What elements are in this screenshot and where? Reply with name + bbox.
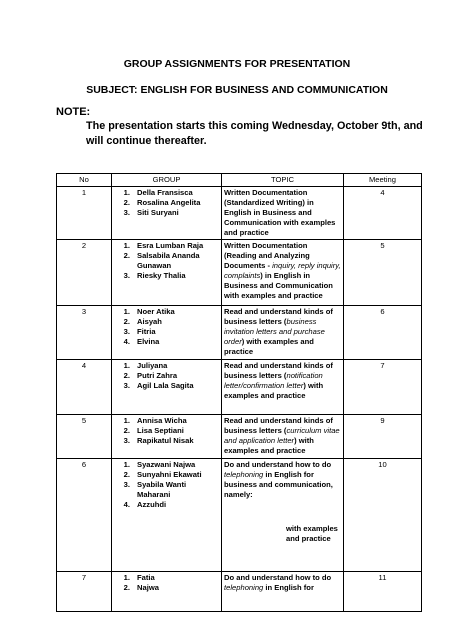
topic-segment: Do and understand how to do (224, 573, 332, 582)
topic-text (224, 241, 341, 301)
member-item (114, 416, 219, 426)
topic-cell (222, 572, 344, 612)
column-header-group: GROUP (112, 174, 222, 187)
member-number: 2. (123, 371, 130, 380)
group-members-cell (112, 240, 222, 306)
column-header-topic: TOPIC (222, 174, 344, 187)
table-row (57, 459, 422, 572)
member-item (114, 470, 219, 480)
table-row (57, 360, 422, 415)
meeting-cell: 5 (344, 240, 422, 306)
member-name: Rosalina Angelita (137, 198, 201, 207)
table-row (57, 187, 422, 240)
member-item (114, 241, 219, 251)
member-list (114, 307, 219, 347)
member-number: 2. (123, 470, 130, 479)
topic-cell (222, 187, 344, 240)
member-number: 3. (123, 381, 130, 390)
meeting-cell: 10 (344, 459, 422, 572)
topic-text (224, 307, 341, 357)
member-name: Aisyah (137, 317, 162, 326)
member-name: Noer Atika (137, 307, 175, 316)
topic-italic-text: business invitation letters and purchase order (224, 317, 325, 346)
member-name: Najwa (137, 583, 159, 592)
member-item (114, 198, 219, 208)
document-heading: GROUP ASSIGNMENTS FOR PRESENTATION (123, 58, 351, 70)
topic-text (224, 361, 341, 401)
topic-cell (222, 415, 344, 459)
topic-italic-text: telephoning (224, 470, 264, 479)
member-number: 1. (123, 307, 130, 316)
topic-cell (222, 306, 344, 360)
topic-text (224, 460, 341, 500)
member-item (114, 381, 219, 391)
note-text: The presentation starts this coming Wednesday, October 9th, and will continue thereafter. (86, 120, 423, 147)
topic-segment: Read and understand kinds of business letters ( (224, 307, 333, 326)
meeting-cell: 9 (344, 415, 422, 459)
member-number: 2. (123, 198, 130, 207)
meeting-cell: 6 (344, 306, 422, 360)
topic-segment: Written Documentation (Standardized Writing) in English in Business and Communication with examples and practice (224, 188, 336, 237)
member-item (114, 426, 219, 436)
member-number: 3. (123, 480, 130, 489)
table-row (57, 572, 422, 612)
member-name: Annisa Wicha (137, 416, 187, 425)
row-number-cell: 2 (57, 240, 112, 306)
member-item (114, 317, 219, 327)
topic-tail-text: with examples and practice (286, 524, 338, 543)
member-number: 1. (123, 361, 130, 370)
topic-text (224, 188, 341, 238)
member-number: 2. (123, 317, 130, 326)
member-number: 4. (123, 337, 130, 346)
member-item (114, 500, 219, 510)
meeting-cell: 11 (344, 572, 422, 612)
member-number: 2. (123, 426, 130, 435)
group-members-cell (112, 415, 222, 459)
member-item (114, 361, 219, 371)
member-list (114, 188, 219, 218)
member-name: Syazwani Najwa (137, 460, 196, 469)
member-item (114, 208, 219, 218)
member-item (114, 188, 219, 198)
row-number-cell: 6 (57, 459, 112, 572)
meeting-cell: 7 (344, 360, 422, 415)
member-name: Elvina (137, 337, 160, 346)
group-members-cell (112, 306, 222, 360)
topic-italic-text: curriculum vitae and application letter (224, 426, 340, 445)
topic-italic-text: inquiry, reply inquiry, complaints (224, 261, 341, 280)
group-members-cell (112, 187, 222, 240)
member-name: Della Fransisca (137, 188, 193, 197)
member-name: Sunyahni Ekawati (137, 470, 202, 479)
member-item (114, 371, 219, 381)
assignment-table (56, 173, 422, 612)
member-item (114, 480, 219, 500)
member-number: 3. (123, 271, 130, 280)
member-list (114, 416, 219, 446)
member-name: Rapikatul Nisak (137, 436, 194, 445)
member-number: 3. (123, 208, 130, 217)
member-item (114, 307, 219, 317)
row-number-cell: 4 (57, 360, 112, 415)
member-number: 4. (123, 500, 130, 509)
member-item (114, 337, 219, 347)
member-number: 2. (123, 583, 130, 592)
topic-text (224, 416, 341, 456)
member-number: 1. (123, 241, 130, 250)
table-row (57, 306, 422, 360)
member-item (114, 271, 219, 281)
member-name: Syabila Wanti Maharani (137, 480, 187, 499)
topic-text (224, 573, 341, 593)
member-number: 1. (123, 460, 130, 469)
member-item (114, 583, 219, 593)
member-list (114, 361, 219, 391)
table-row (57, 240, 422, 306)
row-number-cell: 5 (57, 415, 112, 459)
row-number-cell: 1 (57, 187, 112, 240)
member-name: Juliyana (137, 361, 168, 370)
topic-segment: ) with examples and practice (224, 381, 324, 400)
topic-cell (222, 240, 344, 306)
member-number: 1. (123, 416, 130, 425)
group-members-cell (112, 360, 222, 415)
table-row (57, 415, 422, 459)
member-number: 2. (123, 251, 130, 260)
topic-cell (222, 459, 344, 572)
table-header-row (57, 174, 422, 187)
column-header-no: No (57, 174, 112, 187)
meeting-cell: 4 (344, 187, 422, 240)
group-members-cell (112, 572, 222, 612)
topic-segment: Do and understand how to do (224, 460, 332, 469)
topic-segment: Read and understand kinds of business letters ( (224, 361, 333, 380)
topic-segment: in English for (263, 583, 314, 592)
member-list (114, 241, 219, 281)
member-name: Putri Zahra (137, 371, 178, 380)
member-list (114, 460, 219, 510)
group-members-cell (112, 459, 222, 572)
member-name: Salsabila Ananda Gunawan (137, 251, 200, 270)
member-list (114, 573, 219, 593)
member-name: Riesky Thalia (137, 271, 186, 280)
note-label: NOTE: (56, 106, 91, 118)
row-number-cell: 3 (57, 306, 112, 360)
member-item (114, 460, 219, 470)
topic-segment: in English for business and communication, namely: (224, 470, 333, 499)
topic-italic-text: notification letter/confirmation letter (224, 371, 323, 390)
member-name: Agil Lala Sagita (137, 381, 194, 390)
member-number: 1. (123, 188, 130, 197)
row-number-cell: 7 (57, 572, 112, 612)
member-number: 3. (123, 327, 130, 336)
topic-segment: ) in English in Business and Communication with examples and practice (224, 271, 333, 300)
member-number: 1. (123, 573, 130, 582)
member-item (114, 327, 219, 337)
topic-segment: Written Documentation (Reading and Analyzing Documents - (224, 241, 310, 270)
topic-segment: Read and understand kinds of business letters ( (224, 416, 333, 435)
member-name: Fitria (137, 327, 156, 336)
member-name: Fatia (137, 573, 155, 582)
member-item (114, 436, 219, 446)
topic-cell (222, 360, 344, 415)
member-name: Azzuhdi (137, 500, 167, 509)
topic-segment: ) with examples and practice (224, 436, 314, 455)
member-name: Esra Lumban Raja (137, 241, 204, 250)
column-header-meeting: Meeting (344, 174, 422, 187)
member-item (114, 251, 219, 271)
member-name: Siti Suryani (137, 208, 179, 217)
subject-line: SUBJECT: ENGLISH FOR BUSINESS AND COMMUNICATION (86, 84, 388, 96)
topic-italic-text: telephoning (224, 583, 264, 592)
member-number: 3. (123, 436, 130, 445)
member-name: Lisa Septiani (137, 426, 184, 435)
topic-segment: ) with examples and practice (224, 337, 314, 356)
member-item (114, 573, 219, 583)
